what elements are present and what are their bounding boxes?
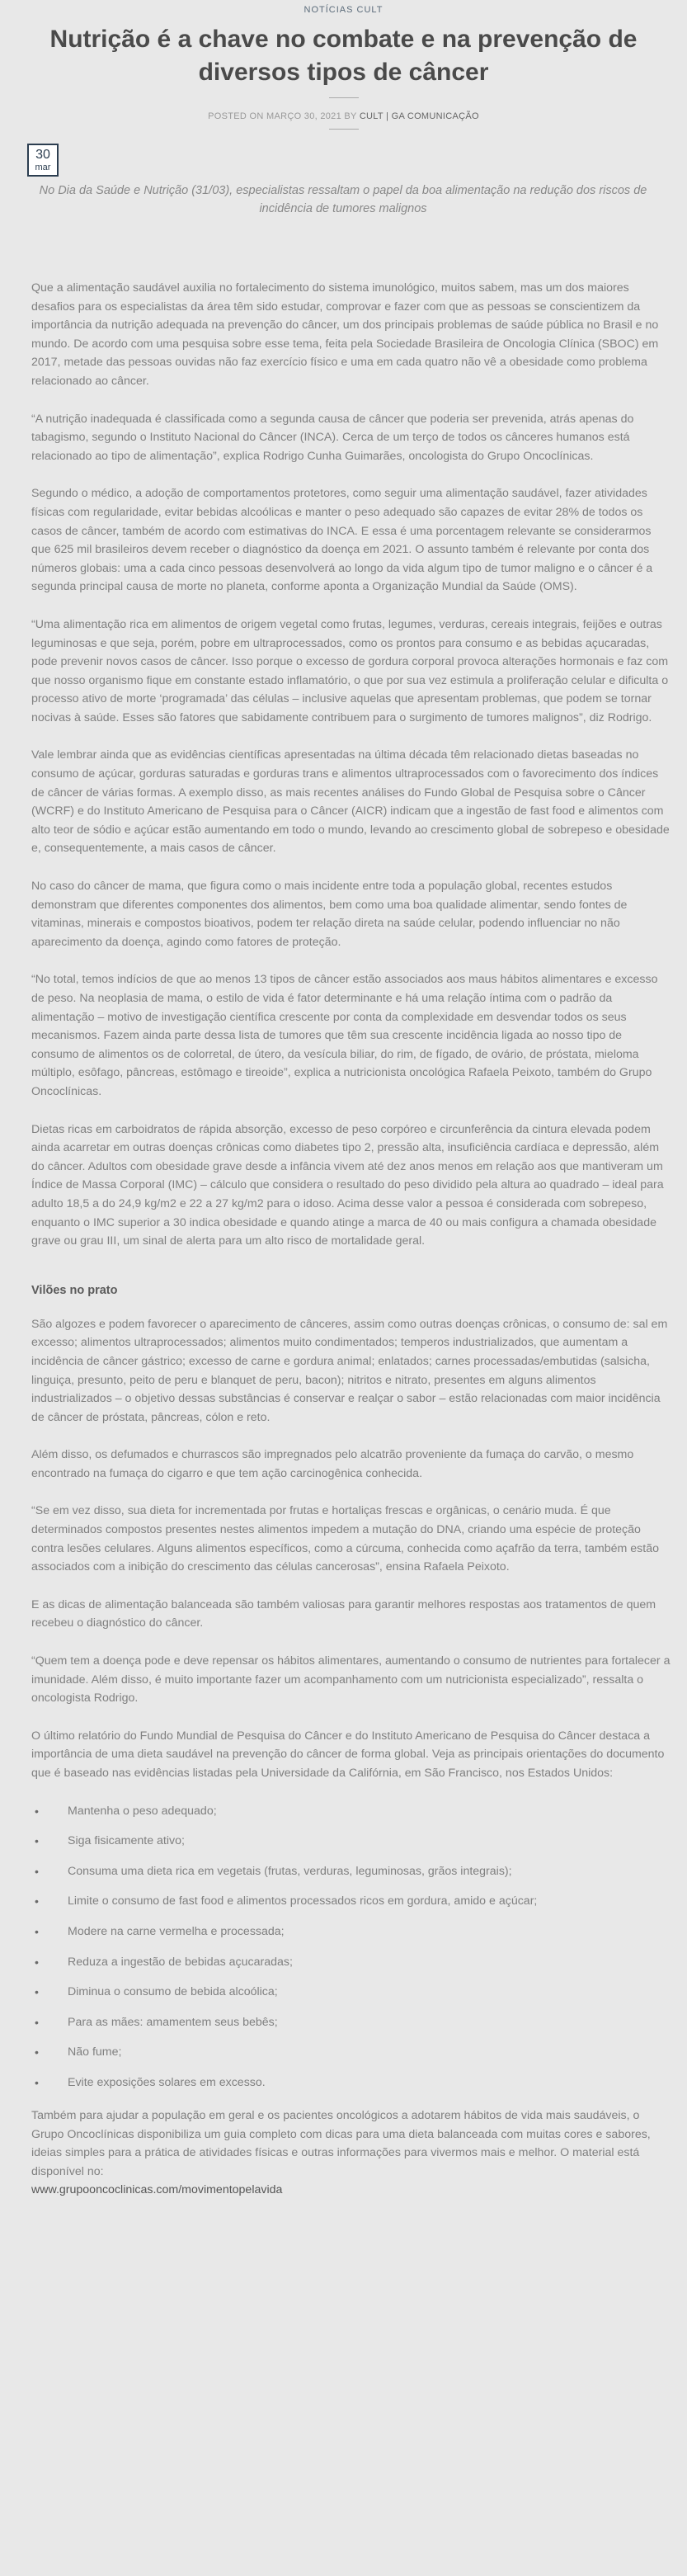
list-item: • Mantenha o peso adequado; [31,1802,671,1820]
list-item: • Siga fisicamente ativo; [31,1832,671,1850]
category-label[interactable]: NOTÍCIAS CULT [304,5,383,15]
section-heading: Vilões no prato [31,1283,118,1297]
paragraph: Vale lembrar ainda que as evidências científicas apresentadas na última década têm relacionado dietas baseadas no consumo de açúcar, gorduras saturadas e gorduras trans e alimentos ultraprocessados com o favorecimento dos índices de câncer de várias formas. A exemplo disso, as mais recentes análises do Fundo Global de Pesquisa sobre o Câncer (WCRF) e do Instituto Americano de Pesquisa para o Câncer (AICR) indicam que a ingestão de fast food e alimentos com alto teor de sódio e açúcar estão aumentando em todo o mundo, levando ao crescimento global de sobrepeso e obesidade e, consequentemente, a mais casos de câncer. [31,748,670,856]
paragraph: E as dicas de alimentação balanceada são também valiosas para garantir melhores respostas aos tratamentos de quem recebeu o diagnóstico do câncer. [31,1597,656,1630]
paragraph: São algozes e podem favorecer o aparecimento de cânceres, assim como outras doenças crônicas, o consumo de: sal em excesso; alimentos ultraprocessados; alimentos muito condimentados; temperos industrializados, que aumentam a incidência de câncer gástrico; excesso de carne e gordura animal; enlatados; carnes processadas/embutidas (salsicha, linguiça, presunto, peito de peru e blanquet de peru, bacon); nitritos e nitrato, presentes em alguns alimentos industrializados – o objetivo dessas substâncias é conservar e realçar o sabor – estão relacionadas com maior incidência de câncer de próstata, pâncreas, cólon e reto. [31,1317,668,1424]
meta-divider [329,129,359,130]
list-item: • Não fume; [31,2043,671,2061]
paragraph: No caso do câncer de mama, que figura como o mais incidente entre toda a população global, recentes estudos demonstram que diferentes componentes dos alimentos, bem como uma boa qualidade alimentar, sendo fontes de vitaminas, minerais e compostos bioativos, podem ter relação direta na saúde celular, podendo influenciar no não aparecimento da doença, agindo como fatores de proteção. [31,880,628,949]
list-item: • Evite exposições solares em excesso. [31,2074,671,2092]
date-box [27,144,59,177]
paragraph: “No total, temos indícios de que ao menos 13 tipos de câncer estão associados aos maus hábitos alimentares e excesso de peso. Na neoplasia de mama, o estilo de vida é fator determinante e há uma relação íntima com o padrão da alimentação – motivo de investigação científica crescente por conta da complexidade em desvendar todos os seus mecanismos. Fazem ainda parte dessa lista de tumores que têm sua crescente incidência ligada ao nosso tipo de consumo de alimentos os de colorretal, de útero, da vesícula biliar, do rim, de fígado, de ovário, de próstata, mieloma múltiplo, esôfago, pâncreas, estômago e tireoide”, explica a nutricionista oncológica Rafaela Peixoto, também do Grupo Oncoclínicas. [31,973,658,1098]
paragraph: “Se em vez disso, sua dieta for incrementada por frutas e hortaliças frescas e orgânicas, o cenário muda. É que determinados compostos presentes nestes alimentos impedem a mutação do DNA, criando uma espécie de proteção contra lesões celulares. Alguns alimentos específicos, como a cúrcuma, conhecida como açafrão da terra, também estão associados com a inibição do crescimento das células cancerosas”, ensina Rafaela Peixoto. [31,1504,659,1574]
article-content [31,279,671,2219]
article-title: Nutrição é a chave no combate e na prevenção de diversos tipos de câncer [49,26,638,86]
campaign-link[interactable]: www.grupooncoclinicas.com/movimentopelavida [31,2183,283,2197]
paragraph: Além disso, os defumados e churrascos são impregnados pelo alcatrão proveniente da fumaça do carvão, o mesmo encontrado na fumaça do cigarro e que tem ação carcinogênica conhecida. [31,1448,634,1480]
post-meta [0,111,687,121]
paragraph: Segundo o médico, a adoção de comportamentos protetores, como seguir uma alimentação saudável, fazer atividades físicas com regularidade, evitar bebidas alcoólicas e manter o peso adequado são capazes de evitar 28% de todos os casos de câncer, também de acordo com estimativas do INCA. E essa é uma porcentagem relevante se considerarmos que 625 mil brasileiros devem receber o diagnóstico da doença em 2021. O assunto também é relevante por conta dos números globais: uma a cada cinco pessoas desenvolverá ao longo da vida algum tipo de tumor maligno e o câncer é a segunda principal causa de morte no planeta, conforme aponta a Organização Mundial da Saúde (OMS). [31,487,653,594]
post-date[interactable]: MARÇO 30, 2021 [266,111,342,121]
list-item: • Para as mães: amamentem seus bebês; [31,2013,671,2031]
list-item: • Diminua o consumo de bebida alcoólica; [31,1983,671,2001]
article-subtitle: No Dia da Saúde e Nutrição (31/03), especialistas ressaltam o papel da boa alimentação na redução dos riscos de incidência de tumores malignos [39,184,647,215]
list-item: • Modere na carne vermelha e processada; [31,1923,671,1941]
date-day: 30 [35,148,50,162]
by-label: BY [344,111,357,121]
paragraph: Dietas ricas em carboidratos de rápida absorção, excesso de peso corpóreo e circunferência da cintura elevada podem ainda acarretar em outras doenças crônicas como diabetes tipo 2, pressão alta, insuficiência cardíaca e depressão, além do câncer. Adultos com obesidade grave desde a infância vivem até dez anos menos em relação aos que mantiveram um Índice de Massa Corporal (IMC) – cálculo que considera o resultado do peso dividido pela altura ao quadrado – ideal para adulto 18,5 a do 24,9 kg/m2 e 22 a 27 kg/m2 para o idoso. Acima desse valor a pessoa é considerada com sobrepeso, enquanto o IMC superior a 30 indica obesidade e quando atinge a marca de 40 ou mais configura a chamada obesidade grave ou grau III, um sinal de alerta para um alto risco de mortalidade geral. [31,1122,664,1248]
paragraph: Que a alimentação saudável auxilia no fortalecimento do sistema imunológico, muitos sabem, mas um dos maiores desafios para os especialistas da área têm sido estudar, comprovar e fazer com que as pessoas se conscientizem da importância da nutrição adequada na prevenção do câncer, um dos principais problemas de saúde pública no Brasil e no mundo. De acordo com uma pesquisa sobre esse tema, feita pela Sociedade Brasileira de Oncologia Clínica (SBOC) em 2017, metade das pessoas ouvidas não faz exercício físico e uma em cada quatro não vê a obesidade como problema relacionado ao câncer. [31,281,659,388]
posted-prefix: POSTED ON [208,111,264,121]
date-month: mar [35,163,51,172]
paragraph: “Uma alimentação rica em alimentos de origem vegetal como frutas, legumes, verduras, cereais integrais, feijões e outras leguminosas e que seja, porém, pobre em ultraprocessados, como os prontos para consumo e as bebidas açucaradas, pode prevenir novos casos de câncer. Isso porque o excesso de gordura corporal provoca alterações hormonais e faz com que nosso organismo fique em constante estado inflamatório, o que por sua vez estimula a proliferação celular e dificulta o processo ativo de morte ‘programada’ das células – inclusive aquelas que apresentam problemas, que podem se tornar nocivas à saúde. Esses são fatores que sabidamente contribuem para o surgimento de tumores malignos”, diz Rodrigo. [31,617,669,724]
title-divider [329,97,359,98]
list-item: • Reduza a ingestão de bebidas açucaradas; [31,1953,671,1971]
list-item: • Limite o consumo de fast food e alimentos processados ricos em gordura, amido e açúcar; [31,1892,671,1910]
closing-text: Também para ajudar a população em geral e os pacientes oncológicos a adotarem hábitos de vida mais saudáveis, o Grupo Oncoclínicas disponibiliza um guia completo com dicas para uma dieta balanceada com muitas cores e sabores, ideias simples para a prática de atividades físicas e outras informações para vivermos mais e melhor. O material está disponível no: [31,2108,651,2178]
paragraph: O último relatório do Fundo Mundial de Pesquisa do Câncer e do Instituto Americano de Pesquisa do Câncer destaca a importância de uma dieta saudável na prevenção do câncer de forma global. Veja as principais orientações do documento que é baseado nas evidências listadas pela Universidade da Califórnia, em São Francisco, nos Estados Unidos: [31,1729,665,1780]
closing-paragraph [31,2107,671,2200]
list-item: • Consuma uma dieta rica em vegetais (frutas, verduras, leguminosas, grãos integrais); [31,1862,671,1880]
paragraph: “Quem tem a doença pode e deve repensar os hábitos alimentares, aumentando o consumo de nutrientes para fortalecer a imunidade. Além disso, é muito importante fazer um acompanhamento com um nutricionista especializado”, ressalta o oncologista Rodrigo. [31,1654,671,1706]
paragraph: “A nutrição inadequada é classificada como a segunda causa de câncer que poderia ser prevenida, atrás apenas do tabagismo, segundo o Instituto Nacional do Câncer (INCA). Cerca de um terço de todos os cânceres humanos está relacionado ao tipo de alimentação”, explica Rodrigo Cunha Guimarães, oncologista do Grupo Oncoclínicas. [31,412,634,463]
recommendations-list [31,1802,671,2092]
post-author[interactable]: CULT | GA COMUNICAÇÃO [359,111,479,121]
